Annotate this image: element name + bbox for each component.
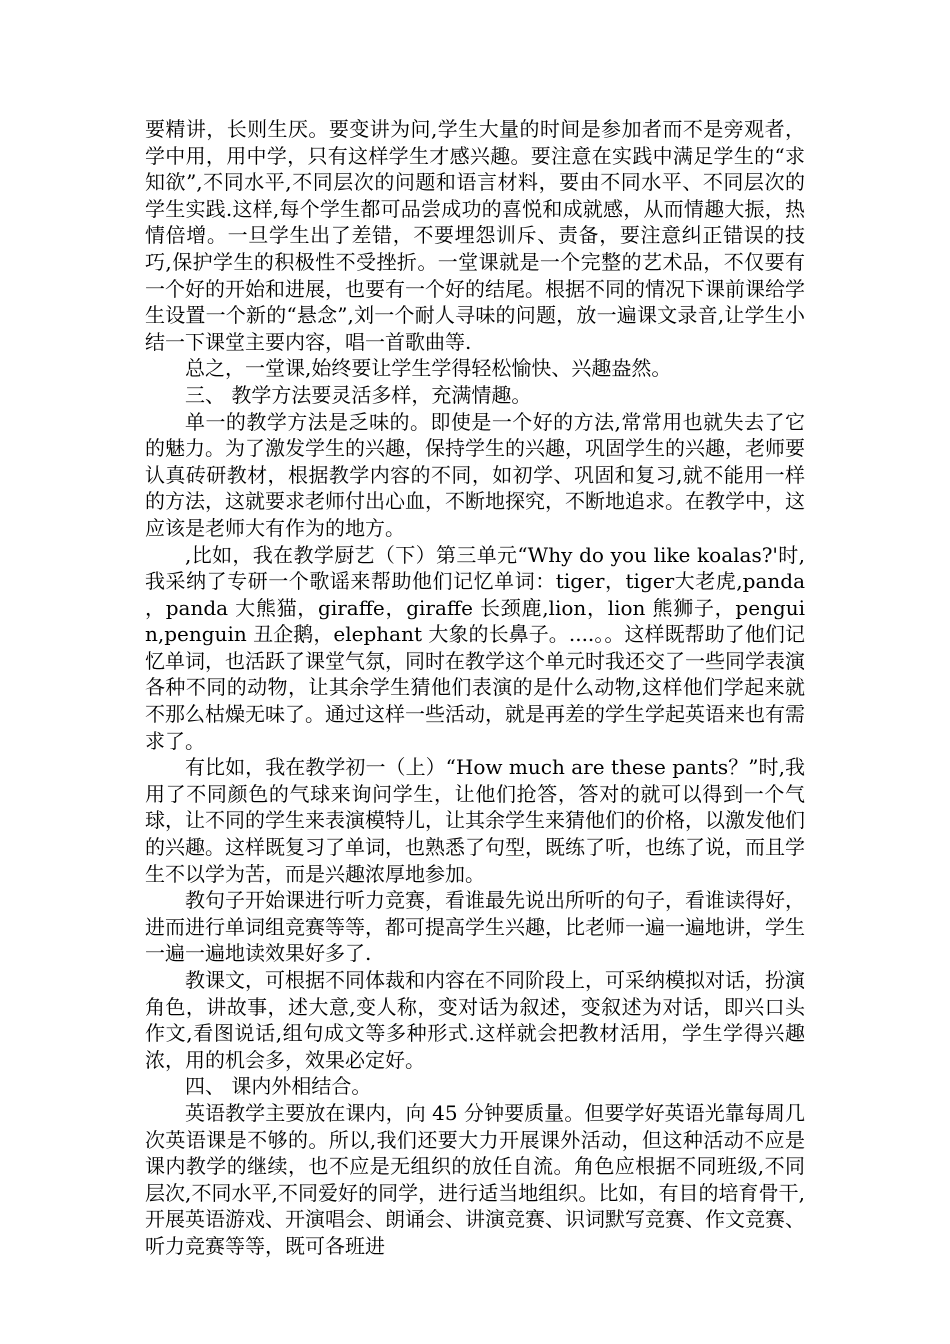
paragraph-example-pants: 有比如，我在教学初一（上）“How much are these pants？”时,我用了不同颜色的气球来询问学生，让他们抢答，答对的就可以得到一个气球，让不同的学生来表演模特儿，让其余学生来猜他们的价格，以激发他们的兴趣。这样既复习了单词，也熟悉了句型，既练了听，也练了说，而且学生不以学为苦，而是兴趣浓厚地参加。 xyxy=(145,755,805,886)
section-heading-four: 四、 课内外相结合。 xyxy=(185,1074,372,1099)
paragraph-example-koalas: ,比如，我在教学厨艺（下）第三单元“Why do you like koalas?'时,我采纳了专研一个歌谣来帮助他们记忆单词：tiger，tiger大老虎,panda ，panda 大熊猫，giraffe，giraffe 长颈鹿,lion，lion 熊狮子，penguin,penguin 丑企鹅，elephant 大象的长鼻子。....。。这样既帮助了他们记忆单词，也活跃了课堂气氛，同时在教学这个单元时我还交了一些同学表演各种不同的动物，让其余学生猜他们表演的是什么动物,这样他们学起来就不那么枯燥无味了。通过这样一些活动，就是再差的学生学起英语来也有需求了。 xyxy=(145,542,805,753)
paragraph-teaching-methods: 单一的教学方法是乏味的。即使是一个好的方法,常常用也就失去了它的魅力。为了激发学生的兴趣，保持学生的兴趣，巩固学生的兴趣，老师要认真砖研教材，根据教学内容的不同，如初学、巩固和复习,就不能用一样的方法，这就要求老师付出心血，不断地探究，不断地追求。在教学中，这应该是老师大有作为的地方。 xyxy=(145,409,805,540)
paragraph-continuation: 要精讲，长则生厌。要变讲为问,学生大量的时间是参加者而不是旁观者，学中用，用中学，只有这样学生才感兴趣。要注意在实践中满足学生的“求知欲”,不同水平,不同层次的问题和语言材料，要由不同水平、不同层次的学生实践.这样,每个学生都可品尝成功的喜悦和成就感，从而情趣大振，热情倍增。一旦学生出了差错，不要埋怨训斥、责备，要注意纠正错误的技巧,保护学生的积极性不受挫折。一堂课就是一个完整的艺术品，不仅要有一个好的开始和进展，也要有一个好的结尾。根据不同的情况下课前课给学生设置一个新的“悬念”,刘一个耐人寻味的问题，放一遍课文录音,让学生小结一下课堂主要内容，唱一首歌曲等. xyxy=(145,117,805,354)
section-heading-three: 三、 教学方法要灵活多样，充满情趣。 xyxy=(185,382,532,407)
paragraph-sentence-teaching: 教句子开始课进行听力竞赛，看谁最先说出所听的句子，看谁读得好，进而进行单词组竞赛等等，都可提高学生兴趣，比老师一遍一遍地讲，学生一遍一遍地读效果好多了. xyxy=(145,888,805,966)
paragraph-summary: 总之，一堂课,始终要让学生学得轻松愉快、兴趣盎然。 xyxy=(185,356,672,381)
document-page xyxy=(145,116,805,1260)
paragraph-text-teaching: 教课文，可根据不同体裁和内容在不同阶段上，可采纳模拟对话，扮演角色，讲故事，述大意,变人称，变对话为叙述，变叙述为对话，即兴口头作文,看图说话,组句成文等多种形式.这样就会把教材活用，学生学得兴趣浓，用的机会多，效果必定好。 xyxy=(145,968,805,1072)
paragraph-extracurricular: 英语教学主要放在课内，向 45 分钟要质量。但要学好英语光靠每周几次英语课是不够的。所以,我们还要大力开展课外活动，但这种活动不应是课内教学的继续，也不应是无组织的放任自流。角色应根据不同班级,不同层次,不同水平,不同爱好的同学，进行适当地组织。比如，有目的培育骨干,开展英语游戏、开演唱会、朗诵会、讲演竞赛、识词默写竞赛、作文竞赛、听力竞赛等等，既可各班进 xyxy=(145,1100,805,1258)
